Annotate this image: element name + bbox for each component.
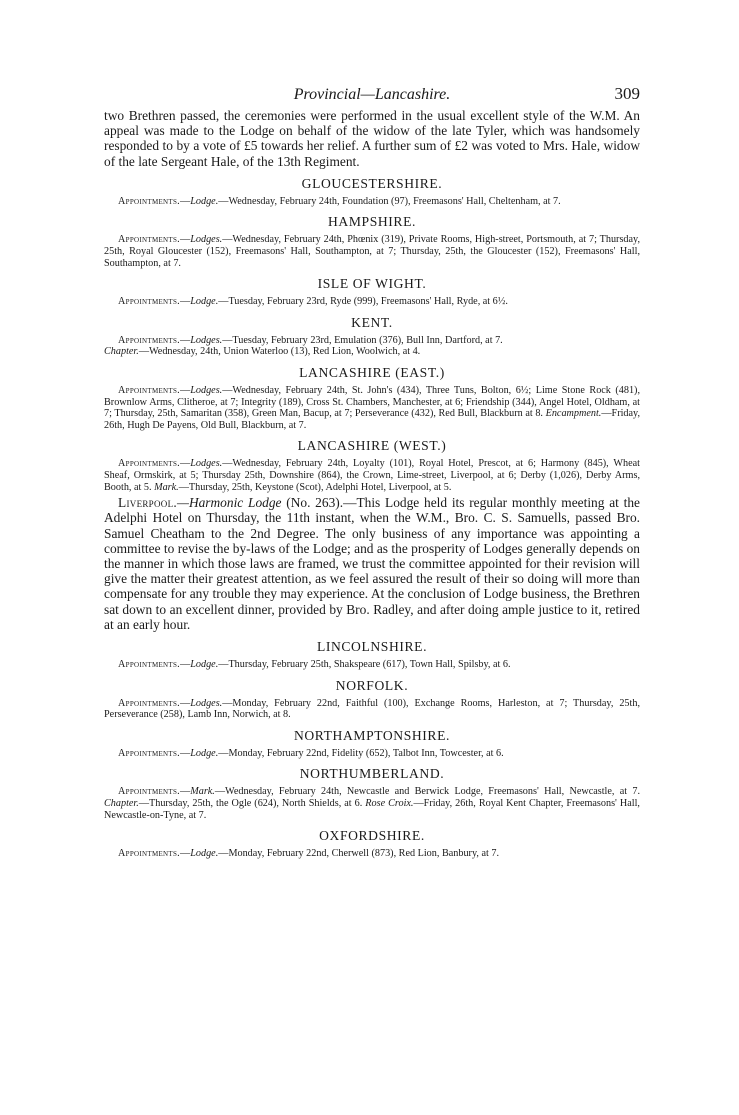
- appointment-dash: —: [180, 747, 191, 759]
- running-head: [104, 84, 640, 108]
- appointment-dash: —: [180, 334, 191, 346]
- section-heading-northamptonshire: NORTHAMPTONSHIRE.: [293, 727, 451, 743]
- section-heading-kent: KENT.: [351, 314, 393, 330]
- report-text: (No. 263).—This Lodge held its regular monthly meeting at the Adelphi Hotel on Thursday, the 11th instant, when the W.M., Bro. C. S. Samuells, passed Bro. Samuel Cheatham to the 2nd Degree. The only business of any importance was appointing a committee to revise the by-laws of the Lodge; and as the prosperity of Lodges generally depends on the manner in which those laws are framed, we trust the committee appointed for their revision will give the matter their greatest attention, as we feel assured the result of their so doing will more than compensate for any trouble they may experience. At the conclusion of Lodge business, the Brethren sat down to an excellent dinner, provided by Bro. Radley, and after doing ample justice to it, retired at an early hour.: [104, 495, 640, 632]
- appointment-text: —Monday, February 22nd, Cherwell (873), Red Lion, Banbury, at 7.: [218, 848, 500, 860]
- section-heading-isle-of-wight: ISLE OF WIGHT.: [317, 276, 427, 292]
- appointment-text: —Wednesday, February 24th, Newcastle and Berwick Lodge, Freemasons' Hall, Newcastle, at 7.: [214, 786, 640, 798]
- appointment-kind: Lodges.: [190, 234, 223, 246]
- appointments-label: Appointments.: [118, 195, 181, 207]
- appointment-extra-text: —Wednesday, 24th, Union Waterloo (13), Red Lion, Woolwich, at 4.: [138, 346, 421, 358]
- appointment-dash: —: [180, 195, 191, 207]
- appointment-dash: —: [180, 786, 191, 798]
- appointment-kind: Lodges.: [190, 458, 223, 470]
- section-heading-gloucestershire: GLOUCESTERSHIRE.: [301, 175, 443, 191]
- appointment-kind: Lodge.: [190, 848, 219, 860]
- appointments-northumberland: [104, 786, 640, 821]
- page-title: Provincial—Lancashire.: [293, 86, 451, 103]
- appointments-label: Appointments.: [118, 658, 181, 670]
- appointment-dash: —: [180, 458, 191, 470]
- appointments-label: Appointments.: [118, 234, 181, 246]
- appointment-kind: Lodge.: [190, 658, 219, 670]
- document-page: [104, 84, 640, 860]
- appointment-text: —Wednesday, February 24th, Phœnix (319), Private Rooms, High-street, Portsmouth, at 7; Thursday, 25th, Royal Gloucester (152), Freemasons' Hall, Southampton, at 7; Thursday, 25th, the Gloucester (152), Freemasons' Hall, Southampton, at 7.: [104, 234, 640, 269]
- appointments-lincolnshire: [104, 659, 640, 671]
- liverpool-report: [104, 495, 640, 632]
- appointments-label: Appointments.: [118, 786, 181, 798]
- appointment-text: —Wednesday, February 24th, St. John's (434), Three Tuns, Bolton, 6½; Lime Stone Rock (481), Brownlow Arms, Clitheroe, at 7; Integrity (189), Cross St. Chambers, Manchester, at 6; Friendship (344), Angel Hotel, Oldham, at 7; Thursday, 25th, Samaritan (358), Green Man, Bacup, at 7; Perseverance (432), Red Bull, Blackburn at 8.: [104, 384, 640, 420]
- appointments-hampshire: [104, 234, 640, 269]
- appointments-label: Appointments.: [118, 697, 181, 709]
- appointment-dash: —: [180, 697, 191, 709]
- appointments-isle-of-wight: [104, 296, 640, 308]
- appointment-dash: —: [180, 296, 191, 308]
- appointments-label: Appointments.: [118, 296, 181, 308]
- appointments-lancashire-west: [104, 458, 640, 493]
- appointments-label: Appointments.: [118, 458, 181, 470]
- section-heading-lancashire-east: LANCASHIRE (EAST.): [299, 364, 445, 380]
- appointments-label: Appointments.: [118, 384, 181, 396]
- appointment-kind: Lodges.: [190, 334, 223, 346]
- appointments-label: Appointments.: [118, 747, 181, 759]
- appointment-dash: —: [180, 234, 191, 246]
- appointments-gloucestershire: [104, 196, 640, 208]
- appointment-extra-kind: Encampment.: [545, 408, 602, 420]
- appointment-kind: Mark.: [190, 786, 215, 798]
- appointment-text: —Monday, February 22nd, Faithful (100), Exchange Rooms, Harleston, at 7; Thursday, 25th, Perseverance (258), Lamb Inn, Norwich, at 8.: [104, 697, 640, 721]
- section-heading-oxfordshire: OXFORDSHIRE.: [319, 828, 425, 844]
- appointments-oxfordshire: [104, 848, 640, 860]
- section-heading-norfolk: NORFOLK.: [335, 677, 409, 693]
- section-heading-northumberland: NORTHUMBERLAND.: [299, 766, 445, 782]
- appointment-extra-kind: Chapter.: [104, 797, 139, 809]
- appointment-extra-text: —Thursday, 25th, Keystone (Scot), Adelphi Hotel, Liverpool, at 5.: [178, 481, 452, 493]
- appointments-northamptonshire: [104, 748, 640, 760]
- appointment-extra-kind-2: Rose Croix.: [365, 797, 414, 809]
- appointment-extra-kind: Chapter.: [104, 346, 139, 358]
- appointment-kind: Lodge.: [190, 747, 219, 759]
- appointment-extra-text: —Thursday, 25th, the Ogle (624), North Shields, at 6.: [138, 797, 363, 809]
- section-heading-hampshire: HAMPSHIRE.: [328, 214, 416, 230]
- section-heading-lancashire-west: LANCASHIRE (WEST.): [297, 438, 447, 454]
- report-place: Liverpool.: [118, 495, 178, 511]
- appointments-label: Appointments.: [118, 334, 181, 346]
- appointment-dash: —: [180, 848, 191, 860]
- appointment-extra-text: —Friday, 26th, Hugh De Payens, Old Bull, Blackburn, at 7.: [104, 408, 641, 431]
- appointments-lancashire-east: [104, 385, 640, 431]
- appointment-kind: Lodges.: [190, 697, 223, 709]
- appointments-norfolk: [104, 698, 640, 721]
- appointment-kind: Lodge.: [190, 296, 219, 308]
- appointment-extra-kind: Mark.: [154, 481, 179, 493]
- appointment-dash: —: [180, 384, 191, 396]
- page-number: 309: [614, 84, 640, 103]
- appointment-text: —Monday, February 22nd, Fidelity (652), Talbot Inn, Towcester, at 6.: [218, 747, 504, 759]
- appointment-text: —Wednesday, February 24th, Foundation (97), Freemasons' Hall, Cheltenham, at 7.: [218, 195, 561, 207]
- appointment-kind: Lodges.: [190, 384, 223, 396]
- appointments-label: Appointments.: [118, 848, 181, 860]
- section-heading-lincolnshire: LINCOLNSHIRE.: [316, 638, 428, 654]
- opening-paragraph: two Brethren passed, the ceremonies were performed in the usual excellent style of the W.M. An appeal was made to the Lodge on behalf of the widow of the late Tyler, which was handsomely responded to by a vote of £5 towards her relief. A further sum of £2 was voted to Mrs. Hale, widow of the late Sergeant Hale, of the 13th Regiment.: [104, 108, 640, 169]
- report-lodge: —Harmonic Lodge: [177, 495, 282, 511]
- appointment-text: —Thursday, February 25th, Shakspeare (617), Town Hall, Spilsby, at 6.: [218, 658, 511, 670]
- appointment-text: —Wednesday, February 24th, Loyalty (101), Royal Hotel, Prescot, at 6; Harmony (845), Wheat Sheaf, Ormskirk, at 5; Thursday 25th, Downshire (864), the Crown, Lime-street, Liverpool, at 6; Derby (1,026), Derby Arms, Booth, at 5.: [104, 458, 640, 493]
- appointment-kind: Lodge.: [190, 195, 219, 207]
- appointment-text: —Tuesday, February 23rd, Ryde (999), Freemasons' Hall, Ryde, at 6½.: [218, 296, 508, 308]
- appointment-extra-text-2: —Friday, 26th, Royal Kent Chapter, Freemasons' Hall, Newcastle-on-Tyne, at 7.: [104, 797, 640, 821]
- appointment-text: —Tuesday, February 23rd, Emulation (376), Bull Inn, Dartford, at 7.: [222, 334, 503, 346]
- appointments-kent: [104, 335, 640, 358]
- appointment-dash: —: [180, 658, 191, 670]
